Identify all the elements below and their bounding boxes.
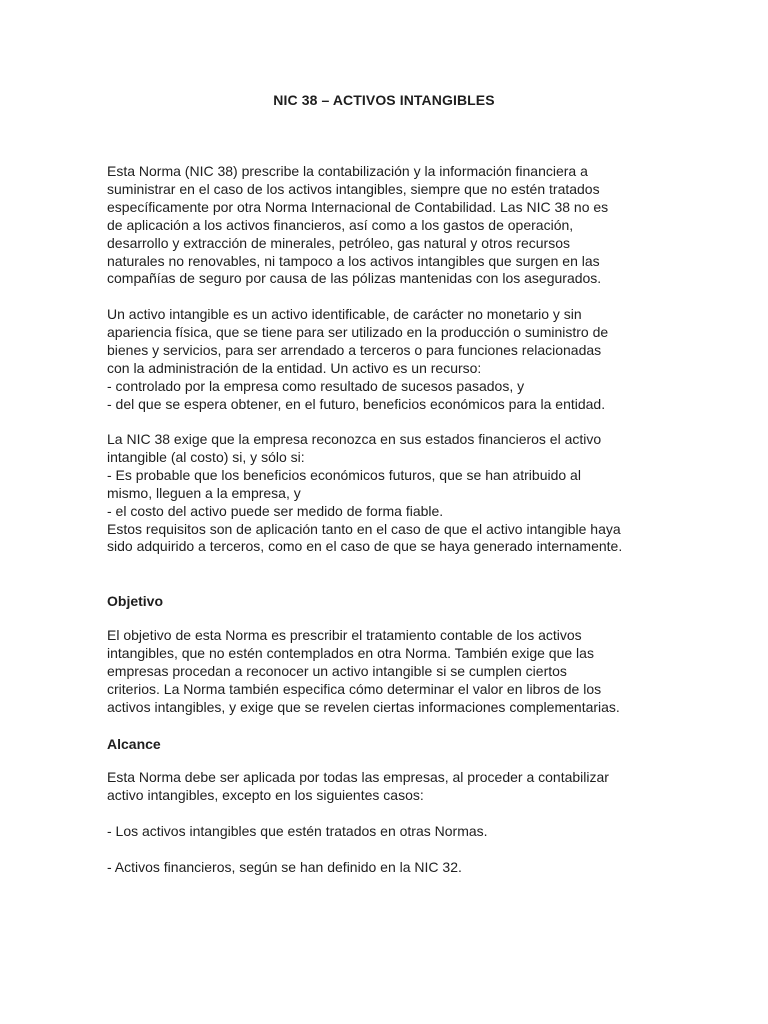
text-line: de aplicación a los activos financieros, así como a los gastos de operación, xyxy=(107,216,574,233)
paragraph-recognition xyxy=(107,431,667,556)
text-line: compañías de seguro por causa de las pólizas mantenidas con los asegurados. xyxy=(107,270,602,287)
document-title: NIC 38 – ACTIVOS INTANGIBLES xyxy=(273,92,495,108)
text-line: El objetivo de esta Norma es prescribir el tratamiento contable de los activos xyxy=(107,627,582,643)
text-line: Esta Norma debe ser aplicada por todas las empresas, al proceder a contabilizar xyxy=(107,769,609,785)
text-line: con la administración de la entidad. Un activo es un recurso: xyxy=(107,359,482,376)
text-line: desarrollo y extracción de minerales, petróleo, gas natural y otros recursos xyxy=(107,234,570,251)
paragraph-objetivo xyxy=(107,627,667,717)
text-line: específicamente por otra Norma Internacional de Contabilidad. Las NIC 38 no es xyxy=(107,198,609,215)
text-line: Esta Norma (NIC 38) prescribe la contabilización y la información financiera a xyxy=(107,163,588,179)
text-line: intangibles, que no estén contemplados en otra Norma. También exige que las xyxy=(107,644,594,661)
text-line: - el costo del activo puede ser medido de forma fiable. xyxy=(107,502,444,519)
list-item-financial-assets xyxy=(107,859,667,877)
section-heading-alcance: Alcance xyxy=(107,736,161,752)
text-line: naturales no renovables, ni tampoco a los activos intangibles que surgen en las xyxy=(107,252,600,269)
text-line: suministrar en el caso de los activos intangibles, siempre que no estén tratados xyxy=(107,180,600,197)
text-line: activo intangibles, excepto en los siguientes casos: xyxy=(107,786,424,803)
text-line: sido adquirido a terceros, como en el caso de que se haya generado internamente. xyxy=(107,538,623,555)
text-line: La NIC 38 exige que la empresa reconozca en sus estados financieros el activo xyxy=(107,431,602,447)
text-line: - Activos financieros, según se han definido en la NIC 32. xyxy=(107,859,462,875)
text-line: apariencia física, que se tiene para ser utilizado en la producción o suministro de xyxy=(107,323,609,340)
text-line: empresas procedan a reconocer un activo intangible si se cumplen ciertos xyxy=(107,662,567,679)
text-line: intangible (al costo) si, y sólo si: xyxy=(107,448,305,465)
paragraph-alcance-intro xyxy=(107,769,667,805)
text-line: - Es probable que los beneficios económicos futuros, que se han atribuido al xyxy=(107,466,581,483)
text-line: criterios. La Norma también especifica cómo determinar el valor en libros de los xyxy=(107,680,602,697)
text-line: mismo, lleguen a la empresa, y xyxy=(107,484,301,501)
paragraph-definition xyxy=(107,306,667,413)
text-line: - controlado por la empresa como resultado de sucesos pasados, y xyxy=(107,377,525,394)
text-line: activos intangibles, y exige que se revelen ciertas informaciones complementarias. xyxy=(107,698,620,715)
text-line: bienes y servicios, para ser arrendado a terceros o para funciones relacionadas xyxy=(107,341,602,358)
list-item-other-norms xyxy=(107,823,667,841)
paragraph-scope-intro xyxy=(107,163,667,288)
section-heading-objetivo: Objetivo xyxy=(107,593,164,609)
text-line: - del que se espera obtener, en el futuro, beneficios económicos para la entidad. xyxy=(107,395,606,412)
text-line: Estos requisitos son de aplicación tanto en el caso de que el activo intangible haya xyxy=(107,520,621,537)
text-line: Un activo intangible es un activo identificable, de carácter no monetario y sin xyxy=(107,306,582,322)
text-line: - Los activos intangibles que estén tratados en otras Normas. xyxy=(107,823,488,839)
